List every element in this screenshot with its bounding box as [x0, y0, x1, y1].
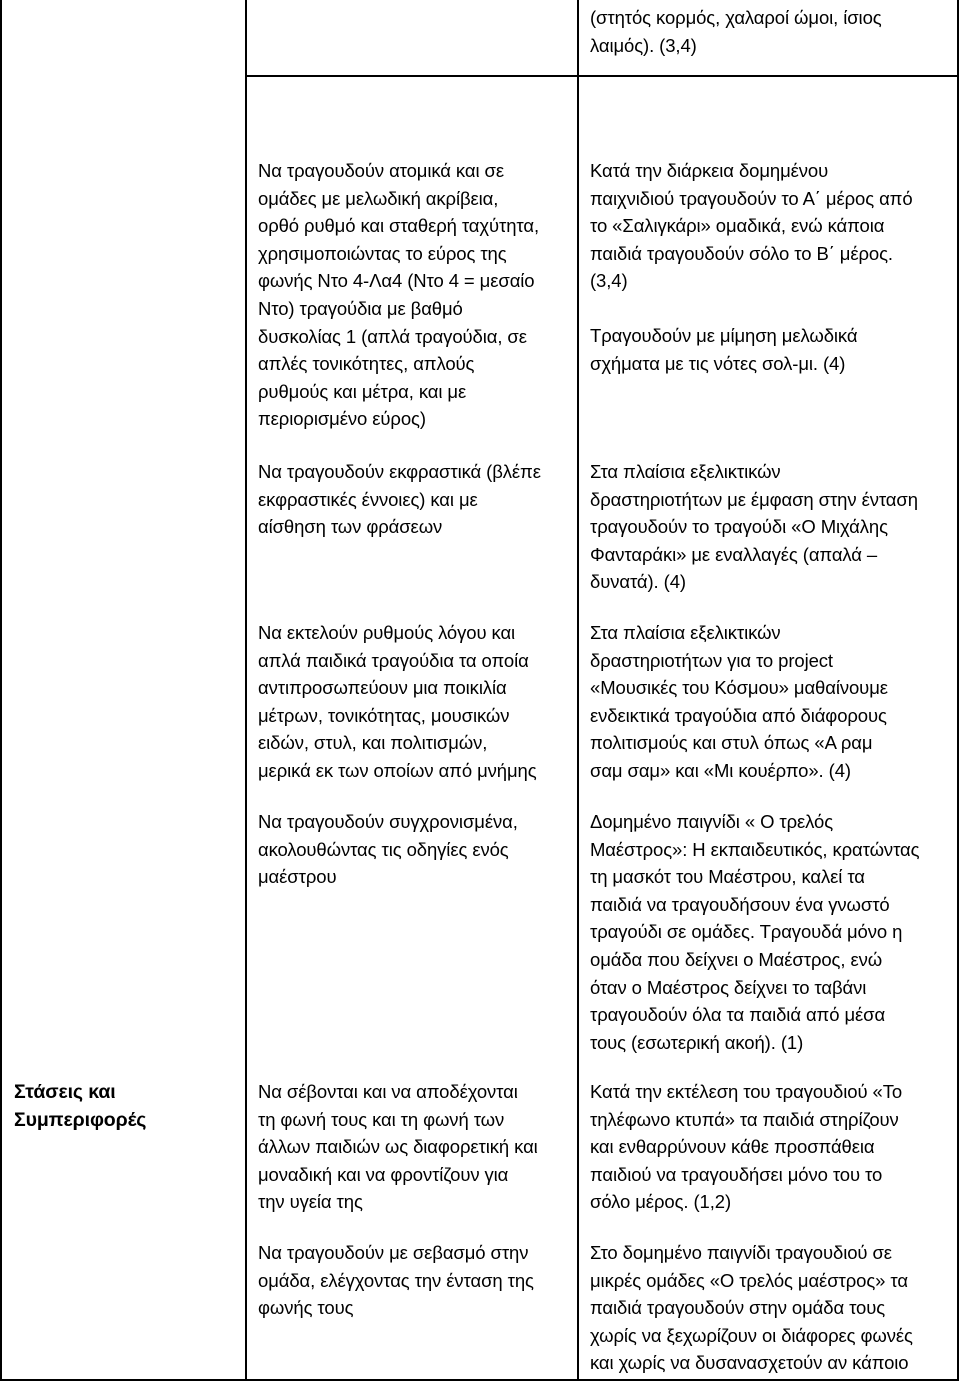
goal-text: Να εκτελούν ρυθμούς λόγου και απλά παιδικά τραγούδια τα οποία αντιπροσωπεύουν μια ποικιλία μέτρων, τονικότητας, μουσικών ειδών, στυλ, και πολιτισμών, μερικά εκ των οποίων από μνήμης: [258, 622, 537, 781]
table-border-right: [957, 0, 959, 1381]
activity-text: Τραγουδούν με μίμηση μελωδικά σχήματα με τις νότες σολ-μι. (4): [590, 325, 858, 374]
column-divider-1: [245, 0, 247, 1381]
activity-text: Στα πλαίσια εξελικτικών δραστηριοτήτων με έμφαση στην ένταση τραγουδούν το τραγούδι «Ο Μιχάλης Φανταράκι» με εναλλαγές (απαλά – δυνατά). (4): [590, 461, 918, 593]
category-heading: Στάσεις και Συμπεριφορές: [14, 1081, 147, 1131]
activity-text: Κατά την διάρκεια δομημένου παιχνιδιού τραγουδούν το Α΄ μέρος από το «Σαλιγκάρι» ομαδικά, ενώ κάποια παιδιά τραγουδούν σόλο το Β΄ μέρος. (3,4): [590, 160, 913, 292]
goal-text: Να σέβονται και να αποδέχονται τη φωνή τους και τη φωνή των άλλων παιδιών ως διαφορετική και μοναδική και να φροντίζουν για την υγεία της: [258, 1081, 538, 1213]
activity-text: Δομημένο παιγνίδι « Ο τρελός Μαέστρος»: Η εκπαιδευτικός, κρατώντας τη μασκότ του Μαέστρου, καλεί τα παιδιά να τραγουδήσουν ένα γνωστό τραγούδι σε ομάδες. Τραγουδά μόνο η ομάδα που δείχνει ο Μαέστρος, ενώ όταν ο Μαέστρος δείχνει το ταβάνι τραγουδούν όλα τα παιδιά από μέσα τους (εσωτερική ακοή). (1): [590, 811, 920, 1053]
goal-text: Να τραγουδούν συγχρονισμένα, ακολουθώντας τις οδηγίες ενός μαέστρου: [258, 811, 518, 888]
activity-text: Στα πλαίσια εξελικτικών δραστηριοτήτων για το project «Μουσικές του Κόσμου» μαθαίνουμε ενδεικτικά τραγούδια από διάφορους πολιτισμούς και στυλ όπως «Α ραμ σαμ σαμ» και «Μι κουέρπο». (4): [590, 622, 888, 781]
column-divider-2: [577, 0, 579, 1381]
goal-text: Να τραγουδούν εκφραστικά (βλέπε εκφραστικές έννοιες) και με αίσθηση των φράσεων: [258, 461, 541, 538]
goal-text: Να τραγουδούν ατομικά και σε ομάδες με μελωδική ακρίβεια, ορθό ρυθμό και σταθερή ταχύτητα, χρησιμοποιώντας το εύρος της φωνής Ντο 4-Λα4 (Ντο 4 = μεσαίο Ντο) τραγούδια με βαθμό δυσκολίας 1 (απλά τραγούδια, σε απλές τονικότητες, απλούς ρυθμούς και μέτρα, και με περιορισμένο εύρος): [258, 160, 540, 430]
goal-text: Να τραγουδούν με σεβασμό στην ομάδα, ελέγχοντας την ένταση της φωνής τους: [258, 1242, 534, 1319]
activity-text: Κατά την εκτέλεση του τραγουδιού «Το τηλέφωνο κτυπά» τα παιδιά στηρίζουν και ενθαρρύνουν κάθε προσπάθεια παιδιού να τραγουδήσει μόνο του το σόλο μέρος. (1,2): [590, 1081, 903, 1213]
activity-text: (στητός κορμός, χαλαροί ώμοι, ίσιος λαιμός). (3,4): [590, 7, 882, 56]
table-border-left: [0, 0, 2, 1381]
row-divider: [245, 75, 959, 77]
activity-text: Στο δομημένο παιγνίδι τραγουδιού σε μικρές ομάδες «Ο τρελός μαέστρος» τα παιδιά τραγουδούν στην ομάδα τους χωρίς να ξεχωρίζουν οι διάφορες φωνές και χωρίς να δυσανασχετούν αν κάποιο: [590, 1242, 913, 1374]
